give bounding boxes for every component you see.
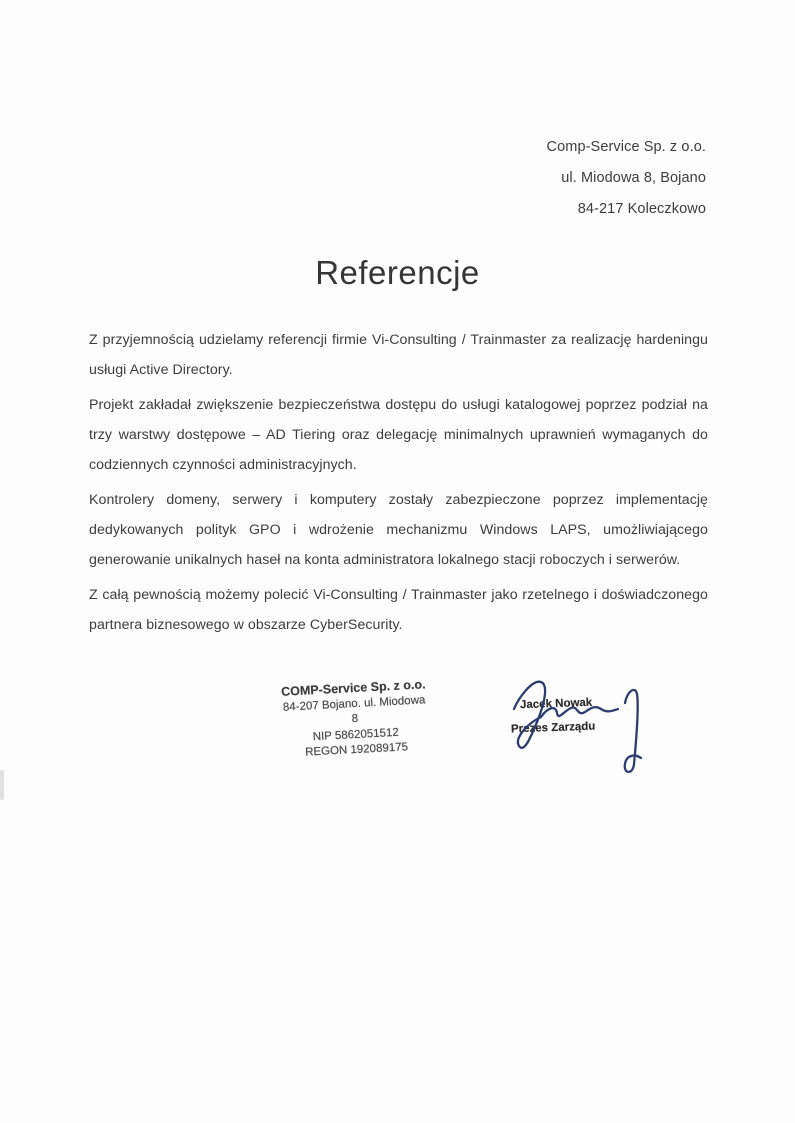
letterhead-company: Comp-Service Sp. z o.o.: [546, 139, 706, 155]
stamp-nip: NIP 5862051512: [312, 726, 400, 743]
stamp-company-name: COMP-Service Sp. z o.o.: [280, 677, 426, 699]
letterhead-address: ul. Miodowa 8, Bojano: [561, 170, 706, 186]
scan-smudge-left-edge: [0, 770, 4, 800]
stamp-address: 84-207 Bojano. ul. Miodowa 8: [282, 693, 426, 726]
signature-ink: [494, 665, 654, 787]
letter-body: [89, 325, 708, 645]
stamp-regon: REGON 192089175: [304, 741, 409, 759]
signatory-role-stamp: Prezes Zarządu: [510, 720, 596, 736]
letter-paragraph-2: Projekt zakładał zwiększenie bezpieczeństwa dostępu do usługi katalogowej poprzez podział na trzy warstwy dostępowe – AD Tiering oraz delegację minimalnych uprawnień wymaganych do codziennych czynności administracyjnych.: [89, 397, 708, 473]
letter-paragraph-3: Kontrolery domeny, serwery i komputery zostały zabezpieczone poprzez implementację dedykowanych polityk GPO i wdrożenie mechanizmu Windows LAPS, umożliwiającego generowanie unikalnych haseł na konta administratora lokalnego stacji roboczych i serwerów.: [89, 492, 708, 568]
letterhead: [547, 132, 706, 225]
signatory-name-stamp: Jacek Nowak: [519, 696, 593, 712]
letterhead-city: 84-217 Koleczkowo: [577, 201, 706, 217]
document-title: Referencje: [315, 254, 480, 291]
company-stamp: [278, 677, 432, 762]
letter-paragraph-1: Z przyjemnością udzielamy referencji firmie Vi-Consulting / Trainmaster za realizację hardeningu usługi Active Directory.: [89, 332, 708, 378]
letter-paragraph-4: Z całą pewnością możemy polecić Vi-Consulting / Trainmaster jako rzetelnego i doświadczonego partnera biznesowego w obszarze CyberSecurity.: [89, 587, 708, 633]
signature-block: [494, 665, 654, 787]
